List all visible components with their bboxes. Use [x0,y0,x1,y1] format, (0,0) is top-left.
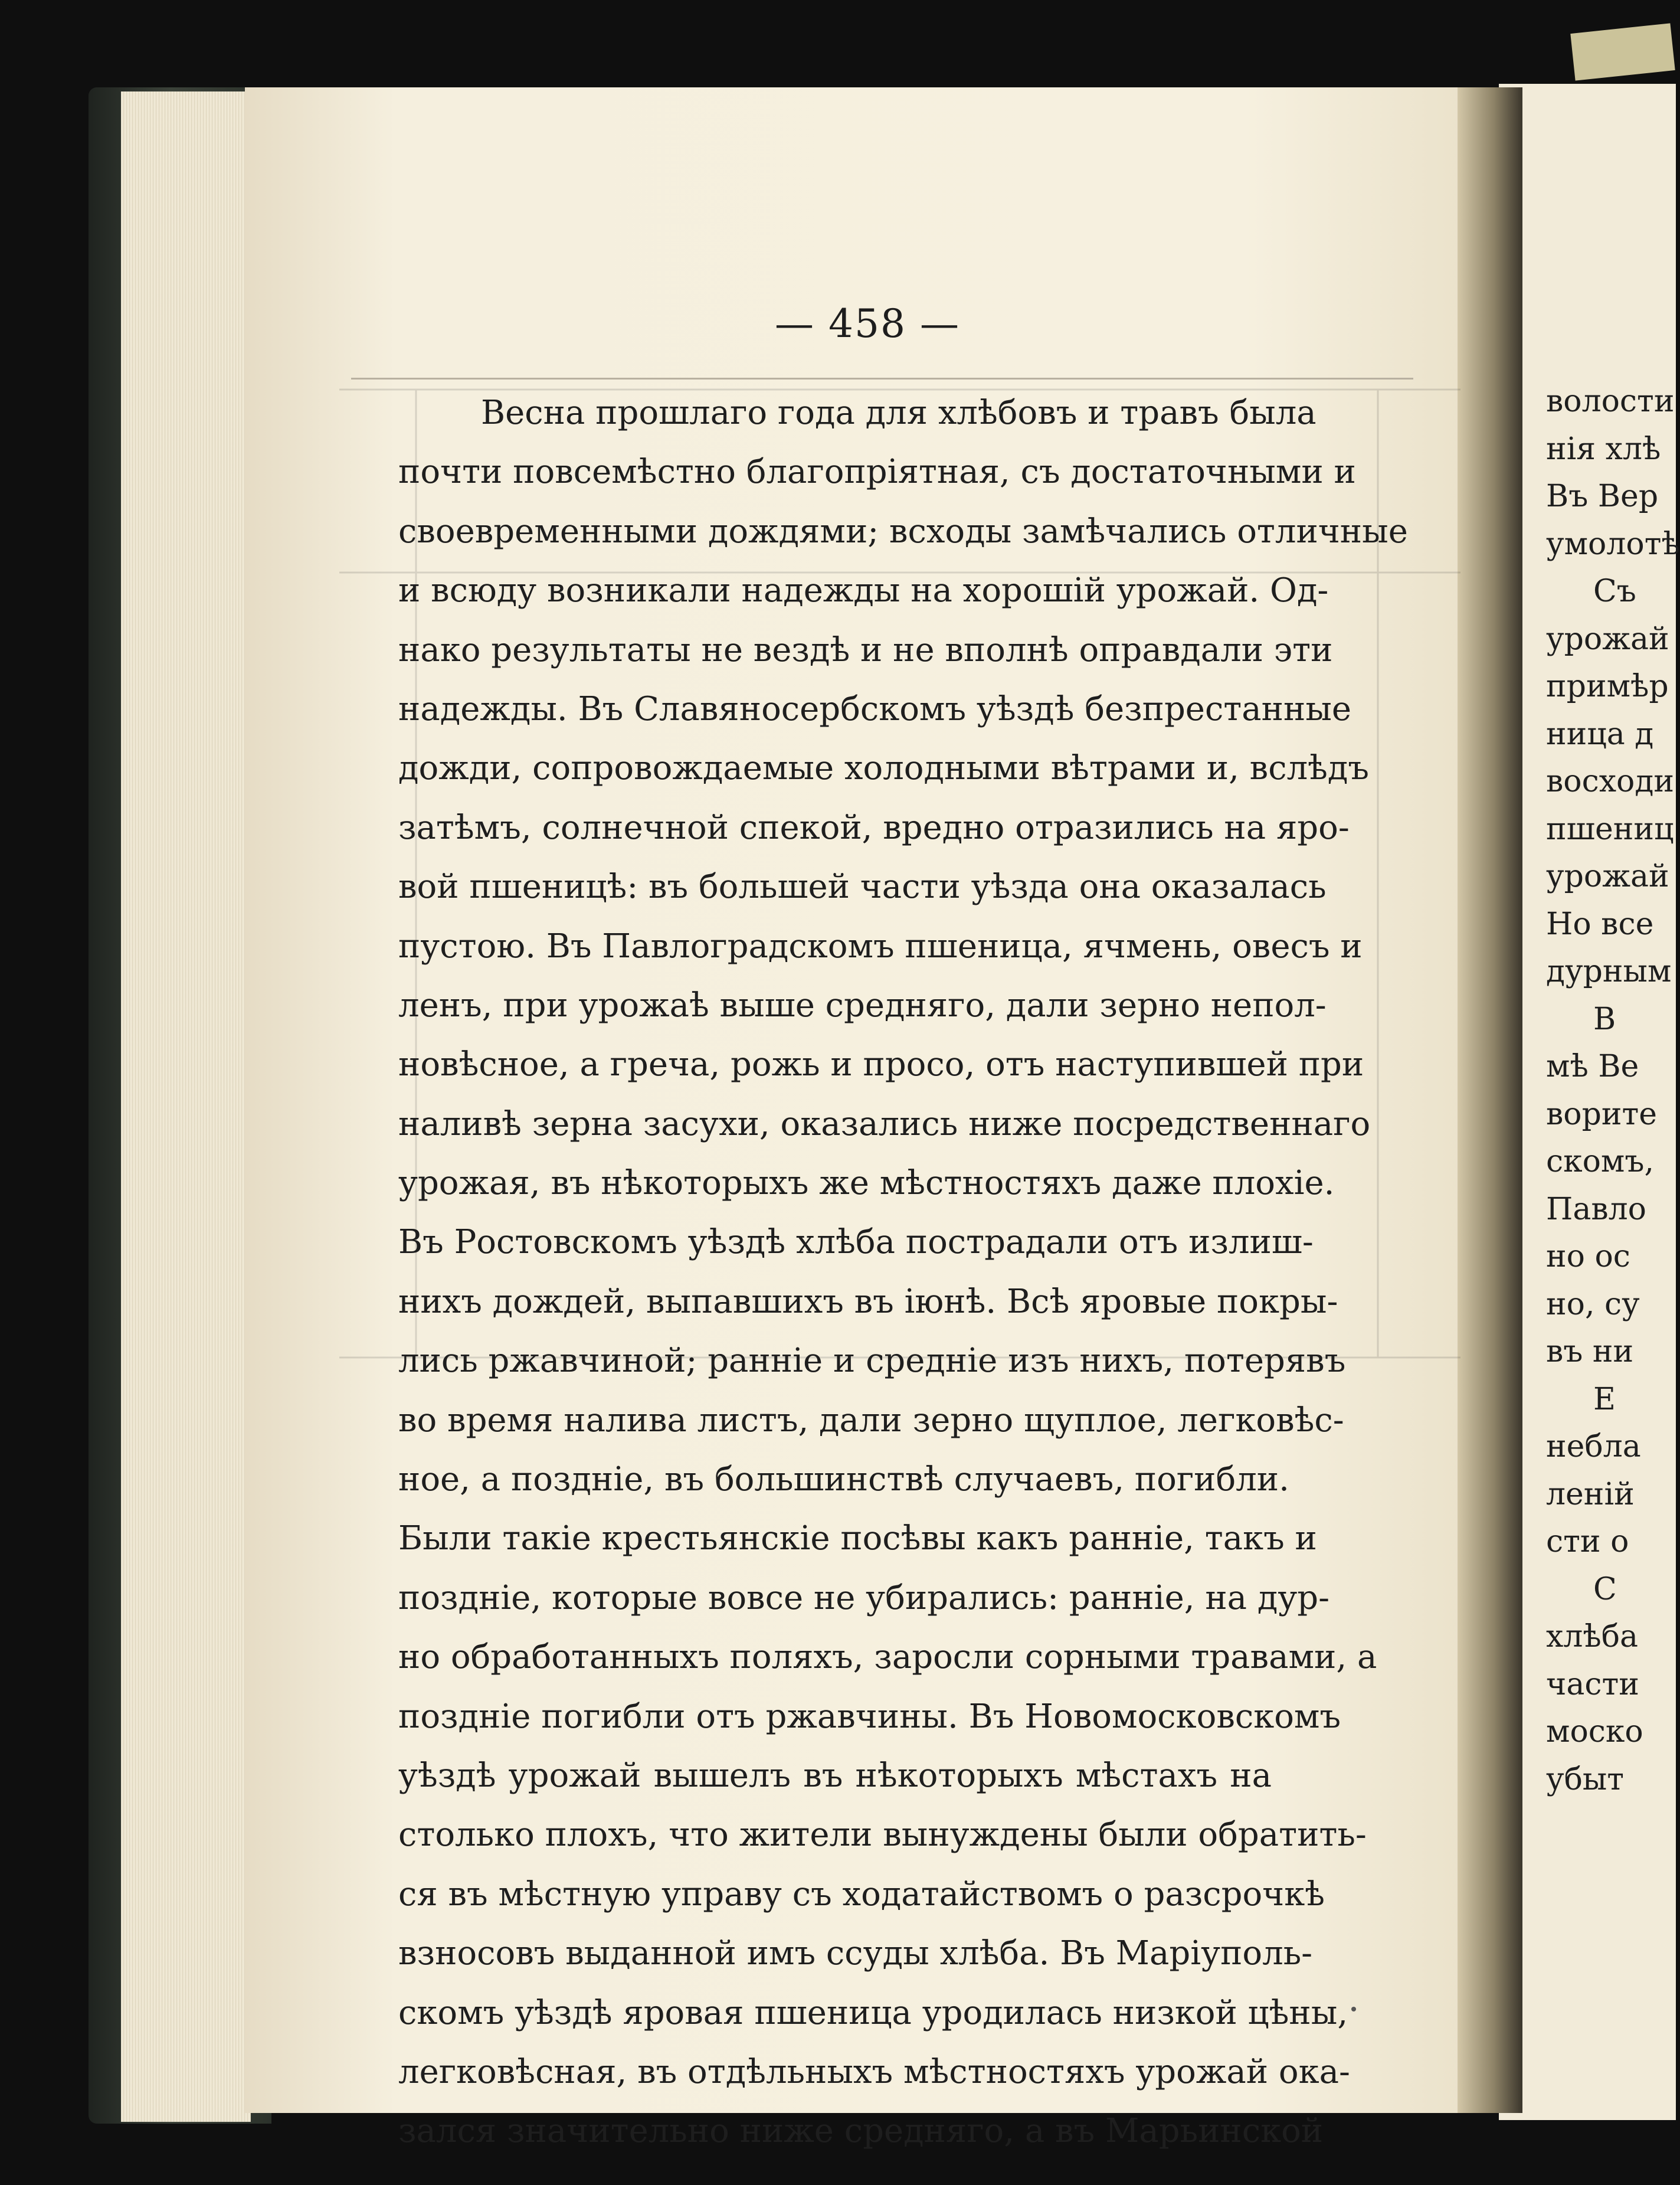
text-line: нако результаты не вездѣ и не вполнѣ оправдали эти [398,630,1333,669]
text-line: поздніе погибли отъ ржавчины. Въ Новомосковскомъ [398,1697,1341,1736]
text-line: затѣмъ, солнечной спекой, вредно отразились на яро- [398,808,1350,847]
text-line: наливѣ зерна засухи, оказались ниже посредственнаго [398,1104,1371,1143]
text-line: своевременными дождями; всходы замѣчались отличные [398,512,1408,551]
fragment-line: въ ни [1546,1334,1634,1369]
fragment-line: сти о [1546,1524,1629,1559]
fragment-line: мѣ Ве [1546,1049,1639,1084]
fragment-line: Съ [1593,574,1636,609]
fragment-line: умолотѣ [1546,526,1680,562]
text-line: Были такіе крестьянскіе посѣвы какъ ранніе, такъ и [398,1519,1317,1558]
text-line: уѣздѣ урожай вышелъ въ нѣкоторыхъ мѣстахъ на [398,1756,1272,1795]
fragment-line: урожай [1546,621,1669,657]
text-line: Въ Ростовскомъ уѣздѣ хлѣба пострадали отъ излиш- [398,1223,1314,1262]
page-edges [121,91,251,2122]
text-line: ся въ мѣстную управу съ ходатайствомъ о разсрочкѣ [398,1875,1325,1913]
text-line: нихъ дождей, выпавшихъ въ іюнѣ. Всѣ яровые покры- [398,1282,1338,1321]
fragment-line: убыт [1546,1761,1625,1797]
fragment-line: ница д [1546,716,1654,752]
text-line: и всюду возникали надежды на хорошій урожай. Од- [398,571,1329,610]
text-line: столько плохъ, что жители вынуждены были обратить- [398,1816,1367,1854]
text-line: дожди, сопровождаемые холодными вѣтрами и, вслѣдъ [398,749,1370,788]
text-line: скомъ уѣздѣ яровая пшеница уродилась низкой цѣны, [398,1993,1348,2032]
text-line: урожая, въ нѣкоторыхъ же мѣстностяхъ даже плохіе. [398,1164,1335,1203]
text-line: легковѣсная, въ отдѣльныхъ мѣстностяхъ урожай ока- [398,2052,1350,2091]
fragment-line: небла [1546,1429,1641,1464]
paper-tab [1570,23,1675,80]
fragment-line: восходи [1546,764,1675,799]
main-paragraph [398,384,1408,2161]
text-line: надежды. Въ Славяносербскомъ уѣздѣ безпрестанные [398,689,1352,728]
fragment-line: дурным [1546,954,1672,989]
fragment-line: С [1593,1571,1617,1607]
text-line: лись ржавчиной; ранніе и средніе изъ нихъ, потерявъ [398,1342,1346,1381]
fragment-line: хлѣба [1546,1619,1639,1654]
text-line: ленъ, при урожаѣ выше средняго, дали зерно непол- [398,986,1327,1025]
fragment-line: моско [1546,1714,1643,1749]
text-line: зался значительно ниже средняго, а въ Марьинской [398,2112,1324,2151]
fragment-line: нія хлѣ [1546,431,1661,467]
facing-page-text [1546,378,1680,1803]
fragment-line: но, су [1546,1286,1640,1322]
fragment-line: пшениц [1546,811,1674,847]
text-line: поздніе, которые вовсе не убирались: ранніе, на дур- [398,1578,1330,1617]
text-line: пустою. Въ Павлоградскомъ пшеница, ячмень, овесъ и [398,927,1363,966]
text-line: но обработанныхъ поляхъ, заросли сорными травами, а [398,1638,1377,1677]
fragment-line: леній [1546,1476,1635,1512]
fragment-line: скомъ, [1546,1144,1654,1179]
text-line: новѣсное, а греча, рожь и просо, отъ наступившей при [398,1045,1364,1084]
fragment-line: части [1546,1666,1639,1702]
text-line: почти повсемѣстно благопріятная, съ достаточными и [398,453,1356,492]
fragment-line: урожай [1546,859,1669,894]
text-line: вой пшеницѣ: въ большей части уѣзда она оказалась [398,868,1327,907]
paper-speck [1351,2007,1356,2011]
fragment-line: В [1593,1001,1616,1037]
text-line: Весна прошлаго года для хлѣбовъ и травъ была [481,394,1317,432]
fragment-line: примѣр [1546,669,1669,704]
top-rule [351,378,1413,380]
fragment-line: Павло [1546,1191,1646,1227]
text-line: взносовъ выданной имъ ссуды хлѣба. Въ Маріуполь- [398,1934,1313,1973]
fragment-line: но ос [1546,1239,1630,1274]
fragment-line: ворите [1546,1096,1658,1132]
book-gutter [1458,87,1522,2113]
text-line: ное, а поздніе, въ большинствѣ случаевъ, погибли. [398,1460,1289,1499]
text-line: во время налива листъ, дали зерно щуплое, легковѣс- [398,1401,1344,1440]
fragment-line: Но все [1546,906,1654,942]
fragment-line: Въ Вер [1546,479,1659,514]
fragment-line: волости [1546,384,1675,419]
fragment-line: Е [1593,1381,1616,1417]
page-number: — 458 — [775,301,960,346]
